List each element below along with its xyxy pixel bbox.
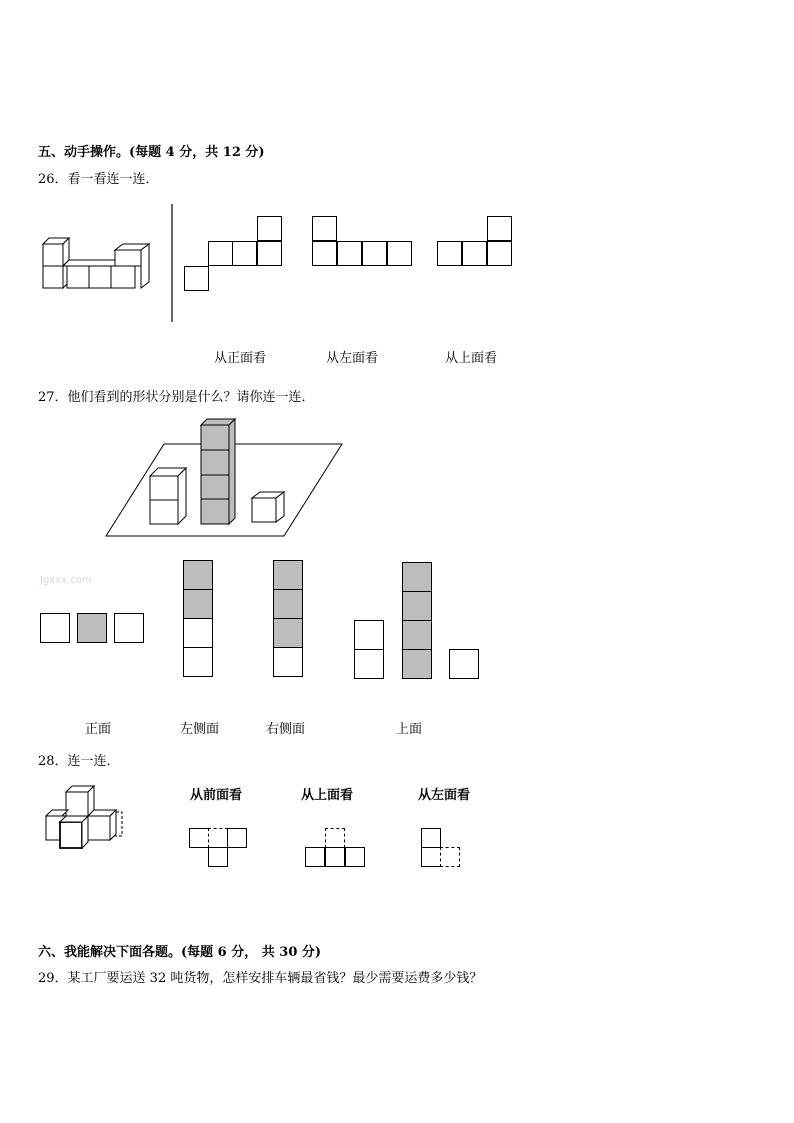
section-six-title: 六、我能解决下面各题。(每题 6 分， 共 30 分) [38, 945, 322, 960]
q28-cube-figure [42, 782, 134, 852]
grid-cell [189, 828, 209, 848]
grid-cell [421, 847, 441, 867]
q27-label-front[interactable]: 正面 [85, 722, 112, 737]
question-27-text: 27．他们看到的形状分别是什么？请你连一连． [38, 390, 315, 405]
grid-cell [208, 847, 228, 867]
grid-cell [337, 241, 362, 266]
q26-label-left[interactable]: 从左面看 [326, 351, 379, 366]
grid-cell-shaded [402, 649, 432, 679]
grid-cell-shaded [273, 560, 303, 590]
grid-cell [387, 241, 412, 266]
grid-cell-shaded [77, 613, 107, 643]
grid-cell [362, 241, 387, 266]
grid-cell-shaded [273, 589, 303, 619]
grid-cell [354, 620, 384, 650]
grid-cell [40, 613, 70, 643]
grid-cell-shaded [273, 618, 303, 648]
q26-label-top[interactable]: 从上面看 [445, 351, 498, 366]
grid-cell [449, 649, 479, 679]
q26-divider-line [171, 204, 173, 322]
grid-cell-shaded [402, 591, 432, 621]
grid-cell-dashed [325, 828, 345, 848]
grid-cell [208, 241, 233, 266]
q28-label-left[interactable]: 从左面看 [418, 788, 471, 803]
grid-cell [257, 216, 282, 241]
grid-cell-shaded [183, 560, 213, 590]
grid-cell [462, 241, 487, 266]
grid-cell [354, 649, 384, 679]
question-28-text: 28．连一连． [38, 754, 120, 769]
section-five-title: 五、动手操作。(每题 4 分，共 12 分) [38, 145, 265, 160]
grid-cell [232, 241, 257, 266]
grid-cell [305, 847, 325, 867]
grid-cell-shaded [402, 620, 432, 650]
grid-cell [227, 828, 247, 848]
q28-label-front[interactable]: 从前面看 [190, 788, 243, 803]
grid-cell [257, 241, 282, 266]
grid-cell [312, 216, 337, 241]
grid-cell [325, 847, 345, 867]
grid-cell [312, 241, 337, 266]
grid-cell-shaded [183, 589, 213, 619]
grid-cell [183, 647, 213, 677]
grid-cell [487, 216, 512, 241]
q27-scene-figure [104, 416, 344, 538]
grid-cell [421, 828, 441, 848]
watermark-text: Jgxxx.com [40, 575, 92, 586]
q27-label-right-side[interactable]: 右侧面 [266, 722, 306, 737]
grid-cell [437, 241, 462, 266]
grid-cell [114, 613, 144, 643]
question-29-text: 29．某工厂要运送 32 吨货物，怎样安排车辆最省钱？最少需要运费多少钱？ [38, 971, 483, 986]
grid-cell [183, 618, 213, 648]
grid-cell [273, 647, 303, 677]
q27-label-top[interactable]: 上面 [396, 722, 423, 737]
grid-cell-dashed [440, 847, 460, 867]
question-26-text: 26．看一看连一连． [38, 172, 159, 187]
grid-cell [487, 241, 512, 266]
grid-cell-dashed [208, 828, 228, 848]
grid-cell-shaded [402, 562, 432, 592]
q26-cube-figure [40, 236, 160, 296]
q28-label-top[interactable]: 从上面看 [301, 788, 354, 803]
grid-cell [345, 847, 365, 867]
q27-label-left-side[interactable]: 左侧面 [180, 722, 220, 737]
q26-label-front[interactable]: 从正面看 [214, 351, 267, 366]
grid-cell [184, 266, 209, 291]
